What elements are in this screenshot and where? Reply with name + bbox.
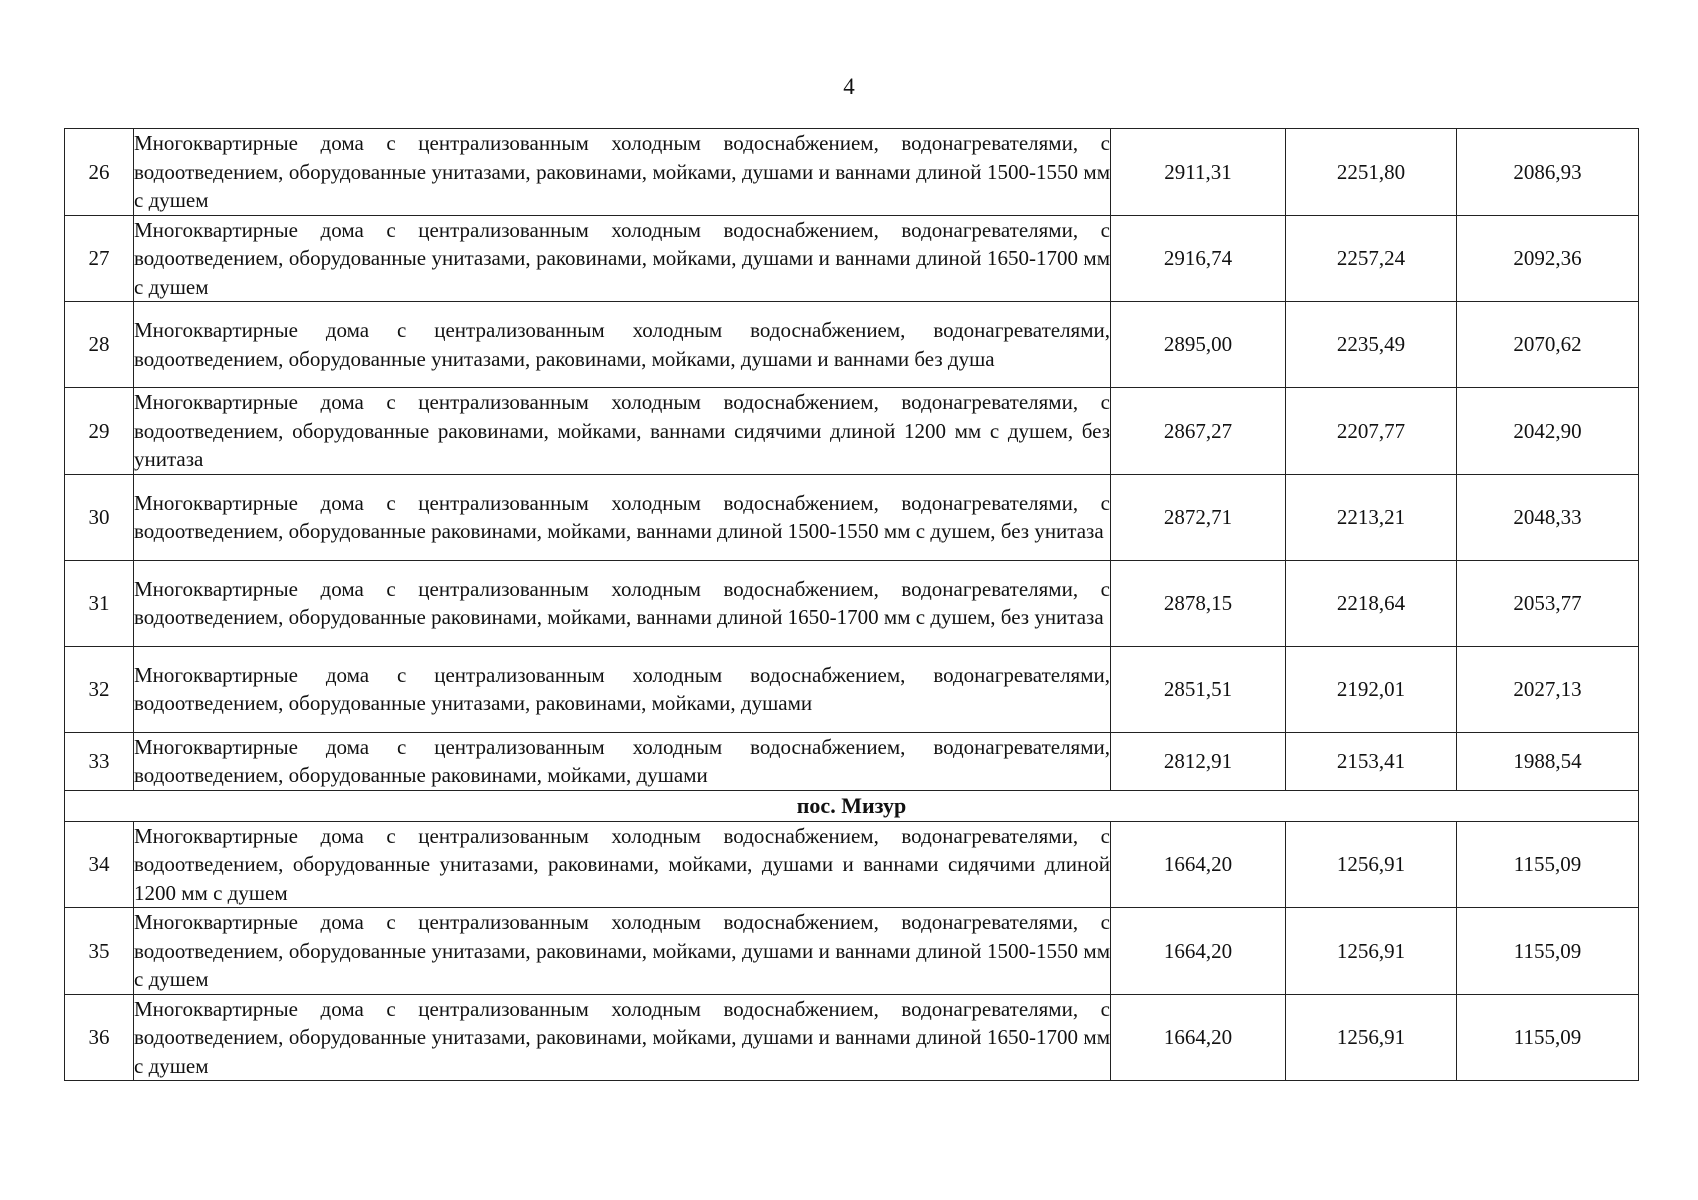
- tariff-table: [64, 128, 1639, 1081]
- row-description: Многоквартирные дома с централизованным холодным водоснабжением, водонагревателями, водоотведением, оборудованные унитазами, раковинами, мойками, душами и ваннами без душа: [134, 302, 1111, 388]
- tariff-value-2: 2251,80: [1286, 129, 1457, 216]
- table-row: [65, 646, 1639, 732]
- row-description: Многоквартирные дома с централизованным холодным водоснабжением, водонагревателями, водоотведением, оборудованные унитазами, раковинами, мойками, душами: [134, 646, 1111, 732]
- tariff-value-3: 1155,09: [1457, 821, 1639, 908]
- row-number: 36: [65, 994, 134, 1081]
- table-row: [65, 388, 1639, 475]
- row-number: 30: [65, 474, 134, 560]
- row-description: Многоквартирные дома с централизованным холодным водоснабжением, водонагревателями, с водоотведением, оборудованные унитазами, раковинами, мойками, душами и ваннами длиной 1650-1700 мм с душем: [134, 215, 1111, 302]
- tariff-value-3: 2048,33: [1457, 474, 1639, 560]
- row-number: 33: [65, 732, 134, 790]
- tariff-value-1: 2872,71: [1111, 474, 1286, 560]
- row-number: 27: [65, 215, 134, 302]
- section-title: пос. Мизур: [65, 790, 1639, 821]
- table-row: [65, 474, 1639, 560]
- row-number: 35: [65, 908, 134, 995]
- row-description: Многоквартирные дома с централизованным холодным водоснабжением, водонагревателями, с водоотведением, оборудованные унитазами, раковинами, мойками, душами и ваннами длиной 1650-1700 мм с душем: [134, 994, 1111, 1081]
- table-row: [65, 129, 1639, 216]
- table-row: [65, 302, 1639, 388]
- tariff-value-3: 2086,93: [1457, 129, 1639, 216]
- tariff-value-1: 2851,51: [1111, 646, 1286, 732]
- tariff-value-3: 2092,36: [1457, 215, 1639, 302]
- row-number: 29: [65, 388, 134, 475]
- tariff-value-1: 2895,00: [1111, 302, 1286, 388]
- tariff-value-2: 1256,91: [1286, 821, 1457, 908]
- tariff-value-2: 1256,91: [1286, 994, 1457, 1081]
- tariff-value-3: 2027,13: [1457, 646, 1639, 732]
- table-row: [65, 821, 1639, 908]
- tariff-value-2: 2257,24: [1286, 215, 1457, 302]
- tariff-value-1: 1664,20: [1111, 994, 1286, 1081]
- table-row: [65, 560, 1639, 646]
- row-number: 28: [65, 302, 134, 388]
- row-description: Многоквартирные дома с централизованным холодным водоснабжением, водонагревателями, с водоотведением, оборудованные унитазами, раковинами, мойками, душами и ваннами длиной 1500-1550 мм с душем: [134, 129, 1111, 216]
- tariff-value-1: 2812,91: [1111, 732, 1286, 790]
- row-number: 34: [65, 821, 134, 908]
- tariff-value-3: 2042,90: [1457, 388, 1639, 475]
- tariff-value-3: 1155,09: [1457, 908, 1639, 995]
- tariff-value-3: 2053,77: [1457, 560, 1639, 646]
- row-description: Многоквартирные дома с централизованным холодным водоснабжением, водонагревателями, с водоотведением, оборудованные раковинами, мойками, ваннами длиной 1500-1550 мм с душем, без унитаза: [134, 474, 1111, 560]
- row-number: 32: [65, 646, 134, 732]
- tariff-value-2: 2218,64: [1286, 560, 1457, 646]
- row-description: Многоквартирные дома с централизованным холодным водоснабжением, водонагревателями, водоотведением, оборудованные раковинами, мойками, душами: [134, 732, 1111, 790]
- tariff-value-2: 2153,41: [1286, 732, 1457, 790]
- tariff-value-2: 1256,91: [1286, 908, 1457, 995]
- tariff-value-3: 1155,09: [1457, 994, 1639, 1081]
- tariff-value-3: 2070,62: [1457, 302, 1639, 388]
- tariff-value-1: 2916,74: [1111, 215, 1286, 302]
- tariff-value-2: 2213,21: [1286, 474, 1457, 560]
- table-row: [65, 215, 1639, 302]
- tariff-value-1: 2911,31: [1111, 129, 1286, 216]
- tariff-value-3: 1988,54: [1457, 732, 1639, 790]
- row-description: Многоквартирные дома с централизованным холодным водоснабжением, водонагревателями, с водоотведением, оборудованные раковинами, мойками, ваннами длиной 1650-1700 мм с душем, без унитаза: [134, 560, 1111, 646]
- row-number: 31: [65, 560, 134, 646]
- tariff-value-1: 2867,27: [1111, 388, 1286, 475]
- table-row: [65, 732, 1639, 790]
- row-description: Многоквартирные дома с централизованным холодным водоснабжением, водонагревателями, с водоотведением, оборудованные унитазами, раковинами, мойками, душами и ваннами длиной 1500-1550 мм с душем: [134, 908, 1111, 995]
- tariff-value-1: 1664,20: [1111, 908, 1286, 995]
- page-number: 4: [843, 74, 855, 99]
- tariff-value-2: 2235,49: [1286, 302, 1457, 388]
- tariff-value-2: 2207,77: [1286, 388, 1457, 475]
- section-header-row: [65, 790, 1639, 821]
- row-description: Многоквартирные дома с централизованным холодным водоснабжением, водонагревателями, с водоотведением, оборудованные унитазами, раковинами, мойками, душами и ваннами сидячими длиной 1200 мм с душем: [134, 821, 1111, 908]
- tariff-value-1: 1664,20: [1111, 821, 1286, 908]
- table-row: [65, 908, 1639, 995]
- tariff-value-1: 2878,15: [1111, 560, 1286, 646]
- tariff-value-2: 2192,01: [1286, 646, 1457, 732]
- table-row: [65, 994, 1639, 1081]
- row-number: 26: [65, 129, 134, 216]
- row-description: Многоквартирные дома с централизованным холодным водоснабжением, водонагревателями, с водоотведением, оборудованные раковинами, мойками, ваннами сидячими длиной 1200 мм с душем, без унитаза: [134, 388, 1111, 475]
